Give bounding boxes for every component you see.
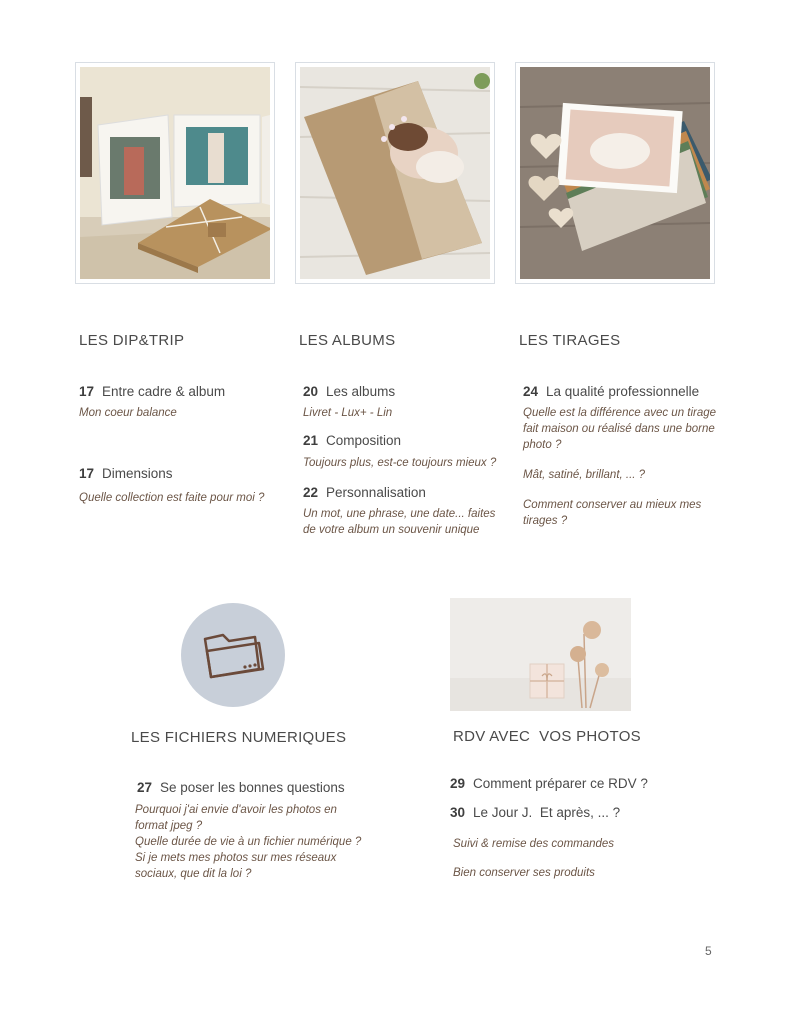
- toc-subtitle: Toujours plus, est-ce toujours mieux ?: [303, 457, 497, 469]
- toc-label: Se poser les bonnes questions: [160, 780, 345, 795]
- toc-label: La qualité professionnelle: [546, 384, 700, 399]
- section-title-rdv: RDV AVEC VOS PHOTOS: [453, 728, 641, 745]
- dip-trip-photo: [75, 62, 275, 284]
- toc-entry[interactable]: [450, 776, 648, 791]
- section-title-tirages: LES TIRAGES: [519, 332, 621, 349]
- toc-subtitle: Suivi & remise des commandes: [453, 838, 615, 850]
- album-kraft-cover-photo: [300, 67, 490, 279]
- toc-subtitle: Pourquoi j'ai envie d'avoir les photos en format jpeg ? Quelle durée de vie à un fichier numérique ? Si je mets mes photos sur mes réseaux sociaux, que dit la loi ?: [135, 804, 362, 880]
- toc-entry[interactable]: [79, 466, 173, 481]
- toc-entry[interactable]: [79, 384, 225, 399]
- toc-subtitle: Mât, satiné, brillant, ... ?: [523, 469, 646, 481]
- toc-entry[interactable]: [523, 384, 699, 399]
- toc-subtitle: Comment conserver au mieux mes tirages ?: [523, 499, 702, 527]
- toc-page-number: 24: [523, 384, 539, 399]
- toc-page-number: 17: [79, 384, 95, 399]
- toc-label: Entre cadre & album: [102, 384, 226, 399]
- toc-entry[interactable]: [450, 805, 620, 820]
- toc-subtitle: Livret - Lux+ - Lin: [303, 407, 393, 419]
- toc-page-number: 22: [303, 485, 319, 500]
- toc-label: Comment préparer ce RDV ?: [473, 776, 648, 791]
- folder-icon: [201, 629, 265, 681]
- toc-subtitle: Bien conserver ses produits: [453, 867, 595, 879]
- prints-stack-hearts-photo: [520, 67, 710, 279]
- toc-page-number: 29: [450, 776, 466, 791]
- folder-icon-circle: [181, 603, 285, 707]
- toc-page-number: 30: [450, 805, 466, 820]
- toc-page-number: 21: [303, 433, 319, 448]
- album-photo: [295, 62, 495, 284]
- toc-label: Dimensions: [102, 466, 173, 481]
- section-title-dip-trip: LES DIP&TRIP: [79, 332, 185, 349]
- toc-label: Composition: [326, 433, 402, 448]
- toc-page-number: 20: [303, 384, 319, 399]
- toc-subtitle: Un mot, une phrase, une date... faites de votre album un souvenir unique: [303, 508, 496, 536]
- toc-subtitle: Quelle collection est faite pour moi ?: [79, 492, 265, 504]
- toc-page-number: 27: [137, 780, 153, 795]
- toc-label: Le Jour J. Et après, ... ?: [473, 805, 621, 820]
- toc-label: Les albums: [326, 384, 396, 399]
- toc-entry[interactable]: [303, 433, 401, 448]
- toc-page-number: 17: [79, 466, 95, 481]
- toc-subtitle: Mon coeur balance: [79, 407, 177, 419]
- dip-trip-frames-photo: [80, 67, 270, 279]
- toc-entry[interactable]: [137, 780, 345, 795]
- toc-label: Personnalisation: [326, 485, 426, 500]
- prints-photo: [515, 62, 715, 284]
- section-title-albums: LES ALBUMS: [299, 332, 396, 349]
- toc-entry[interactable]: [303, 384, 395, 399]
- toc-entry[interactable]: [303, 485, 426, 500]
- gift-box-dried-flowers-photo: [450, 598, 631, 711]
- page-number: 5: [705, 944, 712, 958]
- toc-subtitle: Quelle est la différence avec un tirage fait maison ou réalisé dans une borne photo ?: [523, 407, 717, 451]
- section-title-fichiers: LES FICHIERS NUMERIQUES: [131, 729, 347, 746]
